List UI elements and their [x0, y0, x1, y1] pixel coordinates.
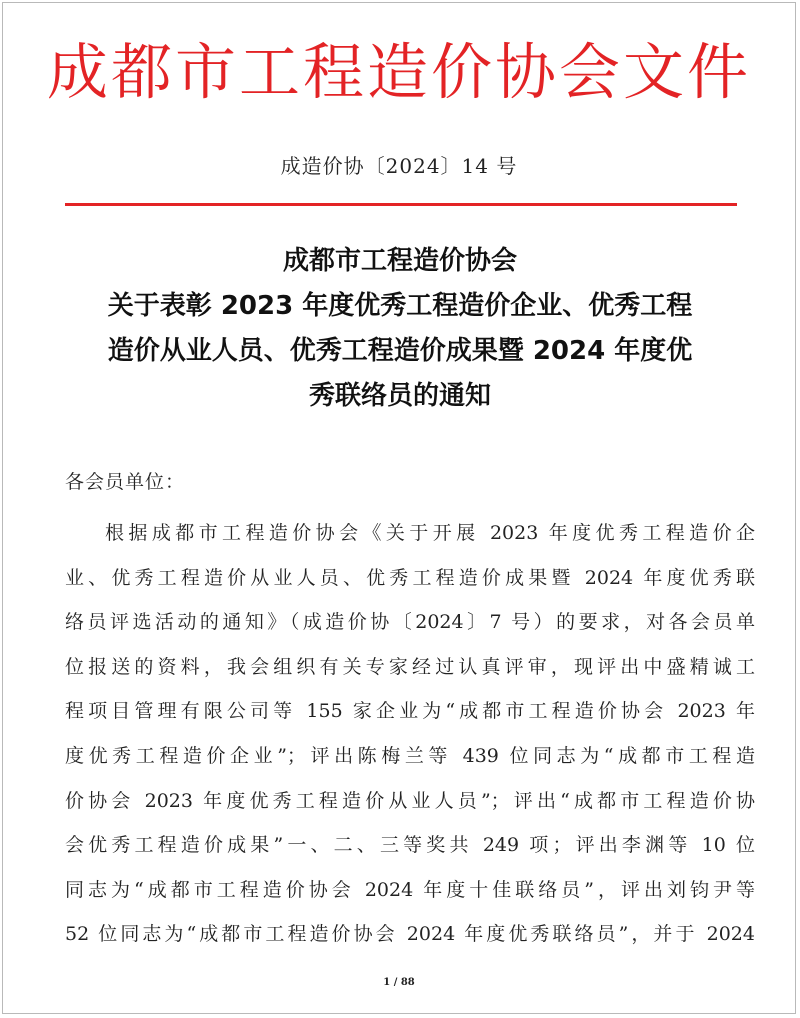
org-red-header: 成都市工程造价协会文件 [46, 37, 751, 108]
body-line: 业、优秀工程造价从业人员、优秀工程造价成果暨 2024 年度优秀联 [65, 566, 755, 589]
document-number: 成造价协〔2024〕14 号 [280, 154, 518, 178]
body-line: 价协会 2023 年度优秀工程造价从业人员”；评出“成都市工程造价协 [65, 789, 755, 812]
page-indicator: 1 / 88 [383, 977, 415, 988]
title-line: 关于表彰 2023 年度优秀工程造价企业、优秀工程 [107, 291, 693, 321]
title-line: 秀联络员的通知 [308, 381, 491, 411]
body-line: 络员评选活动的通知》（成造价协〔2024〕7 号）的要求，对各会员单 [65, 611, 755, 634]
body-line: 根据成都市工程造价协会《关于开展 2023 年度优秀工程造价企 [105, 522, 755, 544]
salutation: 各会员单位： [65, 471, 186, 493]
body-line: 52 位同志为“成都市工程造价协会 2024 年度优秀联络员”，并于 2024 [65, 923, 755, 946]
body-line: 程项目管理有限公司等 155 家企业为“成都市工程造价协会 2023 年 [65, 700, 755, 723]
notice-title [43, 239, 757, 419]
title-line: 成都市工程造价协会 [282, 246, 517, 276]
document-page [2, 2, 796, 1014]
body-line: 同志为“成都市工程造价协会 2024 年度十佳联络员”，评出刘钧尹等 [65, 878, 755, 901]
body-line: 位报送的资料，我会组织有关专家经过认真评审，现评出中盛精诚工 [65, 655, 755, 678]
body-line: 度优秀工程造价企业”；评出陈梅兰等 439 位同志为“成都市工程造 [65, 744, 755, 767]
body-line: 会优秀工程造价成果”一、二、三等奖共 249 项；评出李渊等 10 位 [65, 834, 755, 857]
title-line: 造价从业人员、优秀工程造价成果暨 2024 年度优 [107, 336, 693, 366]
red-divider-line [65, 203, 737, 206]
body-paragraph [65, 511, 755, 957]
